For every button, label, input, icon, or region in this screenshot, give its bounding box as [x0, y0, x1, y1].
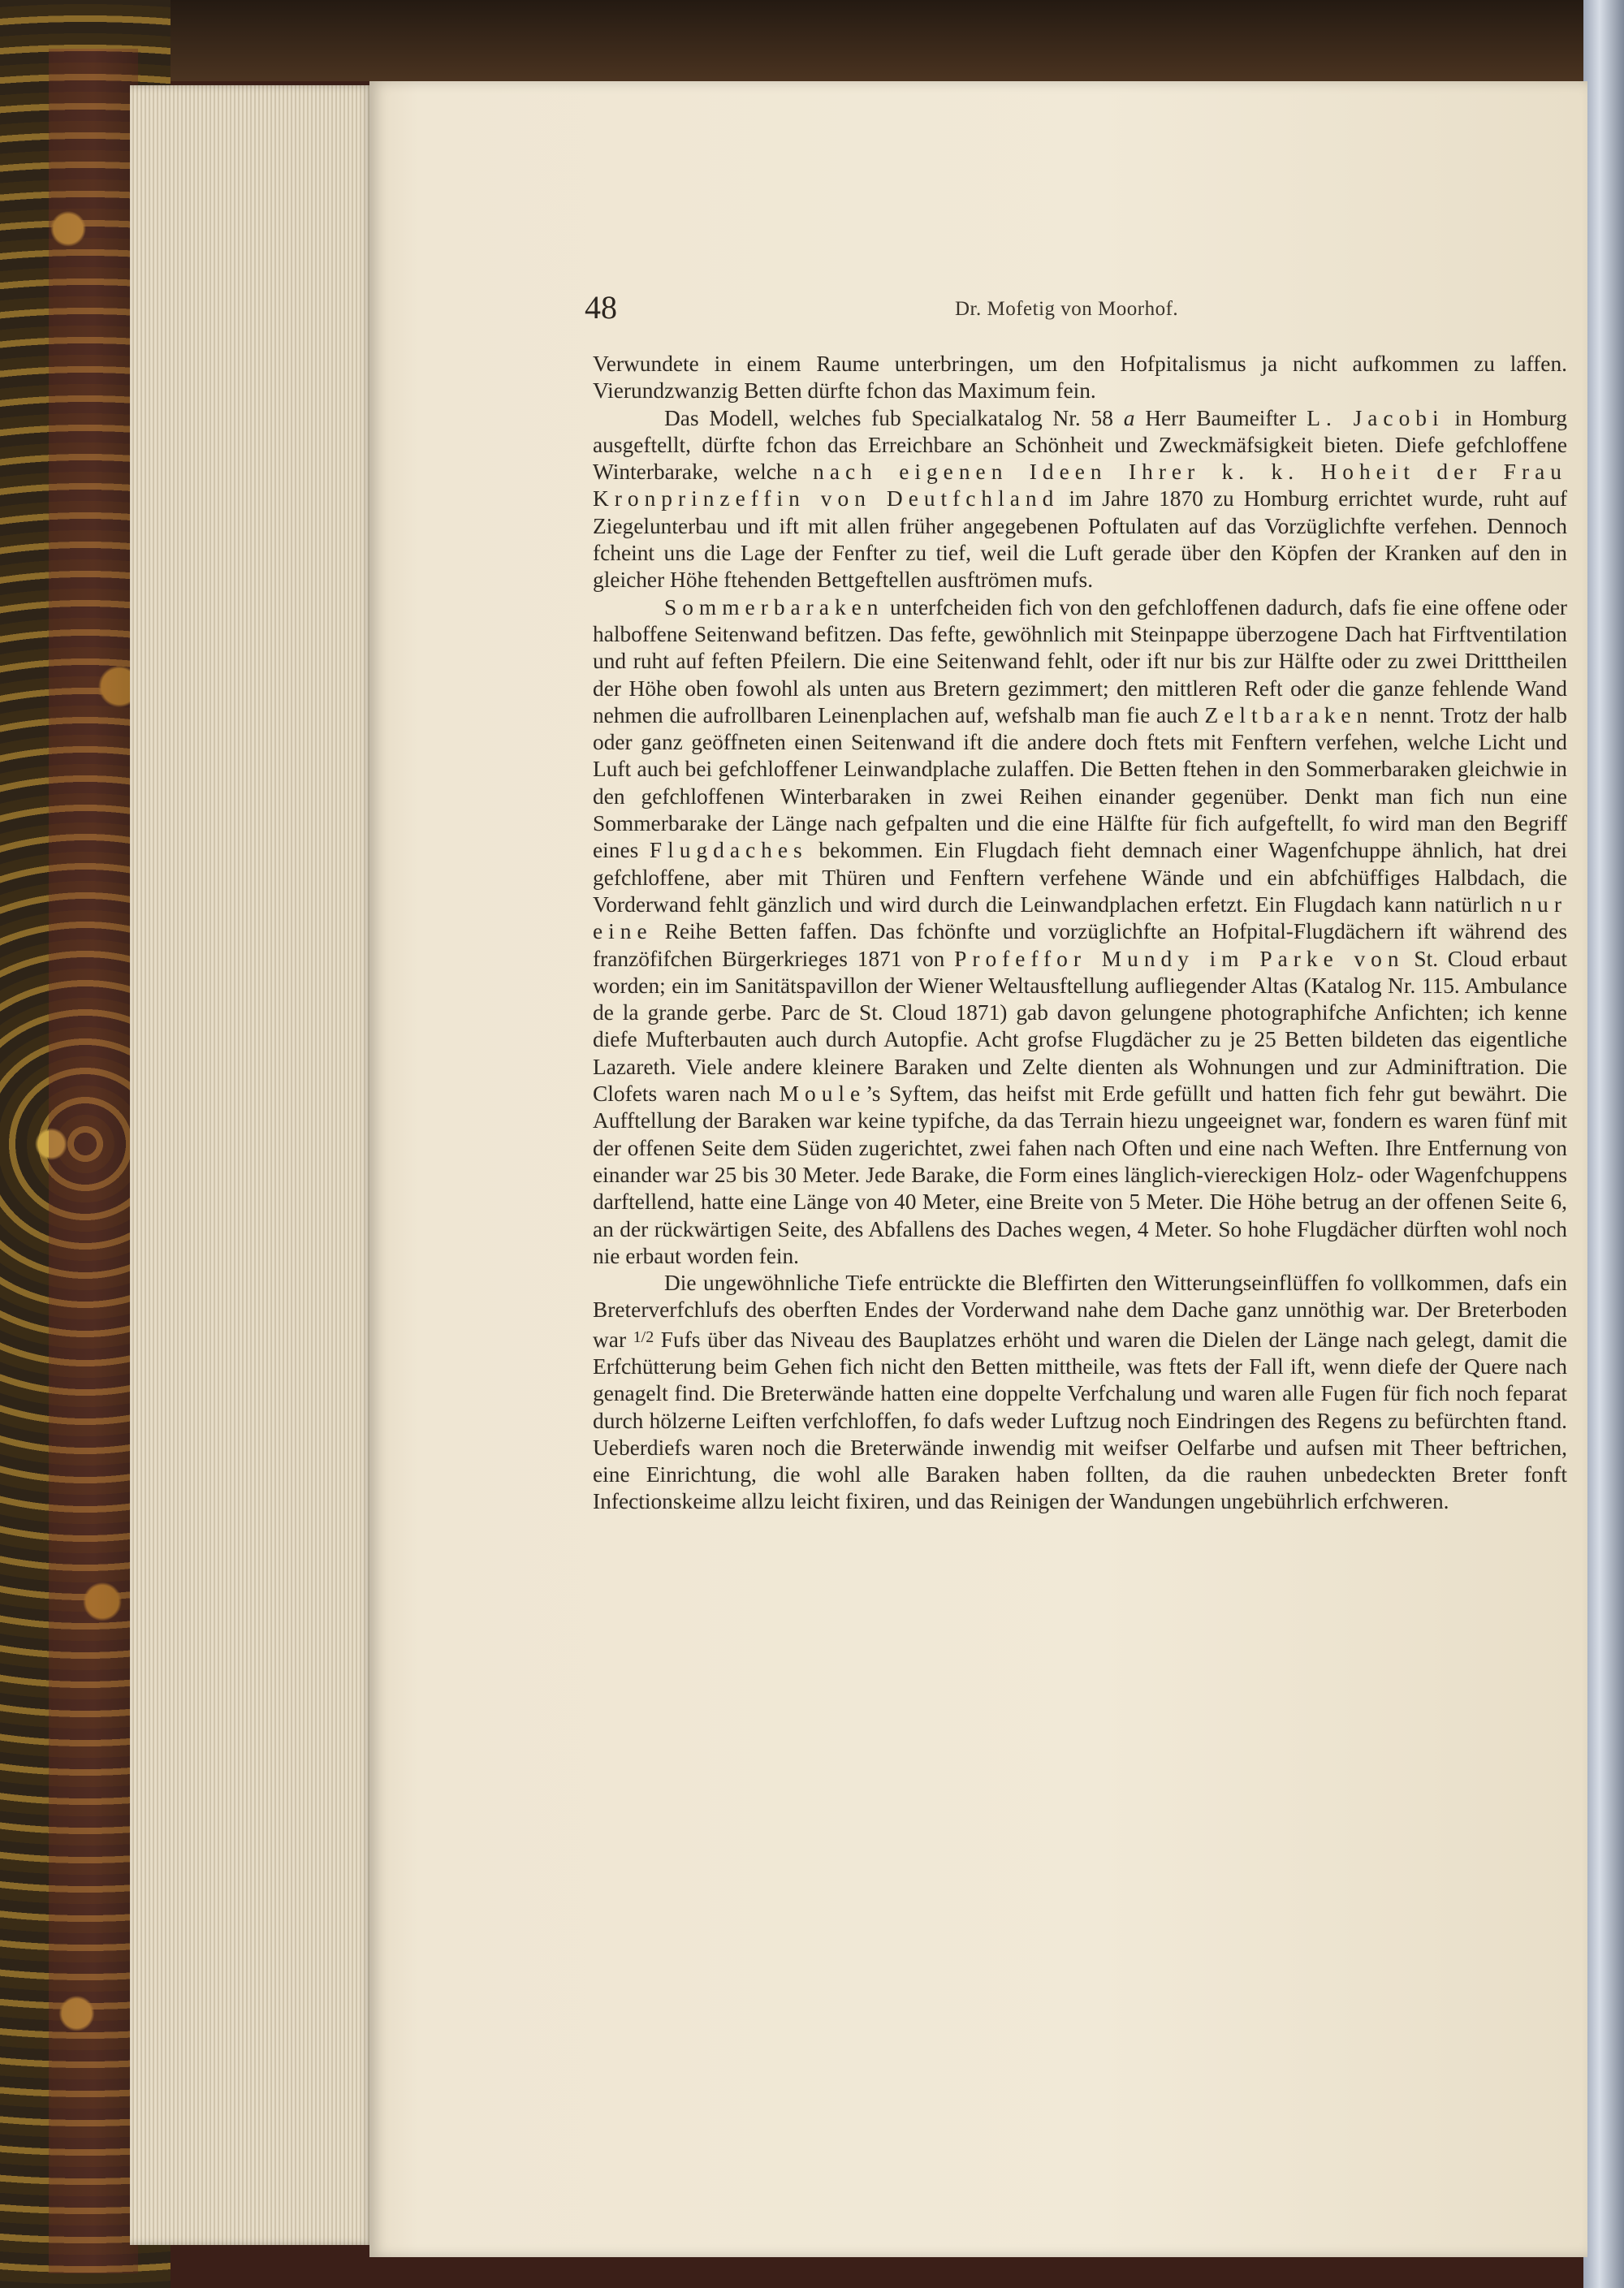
fraction: 1/2	[633, 1327, 654, 1346]
running-title: Dr. Mofetig von Moorhof.	[955, 298, 1179, 320]
spaced-emphasis: nur eine	[593, 891, 1567, 944]
spaced-name: Profeffor Mundy im Parke von	[954, 946, 1405, 971]
spaced-term: Sommerbaraken	[664, 594, 884, 619]
paragraph-4: Die ungewöhnliche Tiefe entrückte die Bleffirten den Witterungseinflüffen fo vollkommen, dafs ein Breterverfchlufs des oberften Endes der Vorderwand nahe dem Dache ganz unnöthig war. Der Breterboden war $^{1/2}$ Fufs über das Niveau des Bauplatzes erhöht und waren die Dielen der Länge nach gelegt, damit die Erfchütterung beim Gehen fich nicht den Betten mittheile, was ftets der Fall ift, wenn diefe der Quere nach genagelt find. Die Breterwände hatten eine doppelte Verfchalung und waren alle Fugen für fich noch feparat durch hölzerne Leiften verfchloffen, fo dafs weder Luftzug noch Eindringen des Regens zu befürchten ftand. Ueberdiefs waren noch die Breterwände inwendig mit weifser Oelfarbe und aufsen mit Theer beftrichen, eine Einrichtung, die wohl alle Baraken haben follten, da die rauhen unbedeckten Breter fonft Infectionskeime allzu leicht fixiren, und das Reinigen der Wandungen ungebührlich erfchweren.	[593, 1271, 1567, 1514]
body-text	[593, 351, 1567, 1516]
paragraph-3: Sommerbaraken unterfcheiden fich von den gefchloffenen dadurch, dafs fie eine offene oder halboffene Seitenwand befitzen. Das fefte, gewöhnlich mit Steinpappe überzogene Dach hat Firftventilation und ruht auf feften Pfeilern. Die eine Seitenwand fehlt, oder ift nur bis zur Hälfte oder zu zwei Dritttheilen der Höhe oben fowohl als unten aus Bretern gezimmert; den mittleren Reft oder die ganze fehlende Wand nehmen die aufrollbaren Leinenplachen auf, wefshalb man fie auch Zeltbaraken nennt. Trotz der halb oder ganz geöffneten einen Seitenwand ift die andere doch ftets mit Fenftern verfehen, welche Licht und Luft auch bei gefchloffener Leinwandplache zulaffen. Die Betten ftehen in den Sommerbaraken gleichwie in den gefchloffenen Winterbaraken in zwei Reihen einander gegenüber. Denkt man fich nun eine Sommerbarake der Länge nach gefpalten und die eine Hälfte für fich aufgeftellt, fo wird man den Begriff eines Flugdaches bekommen. Ein Flugdach fieht demnach einer Wagenfchuppe ähnlich, hat drei gefchloffene, aber mit Thüren und Fenftern verfehene Wände und ein abfchüffiges Halbdach, die Vorderwand fehlt gänzlich und wird durch die Leinwandplachen erfetzt. Ein Flugdach kann natürlich nur eine Reihe Betten faffen. Das fchönfte und vorzüglichfte an Hofpital-Flugdächern ift während des franzöfifchen Bürgerkrieges 1871 von Profeffor Mundy im Parke von St. Cloud erbaut worden; ein im Sanitätspavillon der Wiener Weltausftellung aufliegender Altas (Katalog Nr. 115. Ambulance de la grande gerbe. Parc de St. Cloud 1871) gab davon gelungene photographifche Anfichten; ich kenne diefe Mufterbauten auch durch Autopfie. Acht grofse Flugdächer zu je 25 Betten bildeten das eigentliche Lazareth. Viele andere kleinere Baraken und Zelte dienten als Wohnungen und zur Adminiftration. Die Clofets waren nach Moule’s Syftem, das heifst mit Erde gefüllt und hatten fich fehr gut bewährt. Die Aufftellung der Baraken war keine typifche, da das Terrain hiezu ungeeignet war, fondern es waren fünf mit der offenen Seite dem Süden zugerichtet, zwei fahen nach Often und eine nach Weften. Ihre Entfernung von einander war 25 bis 30 Meter. Jede Barake, die Form eines länglich-viereckigen Holz- oder Wagenfchuppens darftellend, hatte eine Länge von 40 Meter, eine Breite von 5 Meter. Die Höhe betrug an der offenen Seite 6, an der rückwärtigen Seite, des Abfallens des Daches wegen, 4 Meter. So hohe Flugdächer dürften wohl noch nie erbaut worden fein.	[593, 594, 1567, 1268]
paragraph-2: Das Modell, welches fub Specialkatalog Nr. 58 a Herr Baumeifter L. Jacobi in Homburg ausgeftellt, dürfte fchon das Erreichbare an Schönheit und Zweckmäfsigkeit bieten. Diefe gefchloffene Winterbarake, welche nach eigenen Ideen Ihrer k. k. Hoheit der Frau Kronprinzeffin von Deutfchland im Jahre 1870 zu Homburg errichtet wurde, ruht auf Ziegelunterbau und ift mit allen früher angegebenen Poftulaten auf das Vorzüglichfte verfehen. Dennoch fcheint uns die Lage der Fenfter zu tief, weil die Luft gerade über den Köpfen der Kranken auf den in gleicher Höhe ftehenden Bettgeftellen ausftrömen mufs.	[593, 405, 1567, 593]
spaced-term: Zeltbaraken	[1204, 702, 1374, 727]
cover-binding	[49, 49, 138, 2273]
spaced-name: Moule	[779, 1081, 866, 1107]
book-top-edge	[0, 0, 1624, 81]
spaced-name: L. Jacobi	[1307, 405, 1445, 430]
spaced-term: Flugdaches	[649, 838, 808, 863]
paragraph-1: Verwundete in einem Raume unterbringen, um den Hofpitalismus ja nicht aufkommen zu laffen. Vierundzwanzig Betten dürfte fchon das Maximum fein.	[593, 352, 1567, 404]
page-block-edges	[130, 85, 374, 2245]
spaced-emphasis: nach eigenen Ideen Ihrer k. k. Hoheit der Frau Kronprinzeffin von Deutfchland	[593, 460, 1567, 512]
catalog-letter: a	[1123, 405, 1135, 430]
facing-page-edge	[1583, 0, 1624, 2288]
page-number: 48	[585, 289, 617, 326]
page-header	[585, 288, 1218, 329]
